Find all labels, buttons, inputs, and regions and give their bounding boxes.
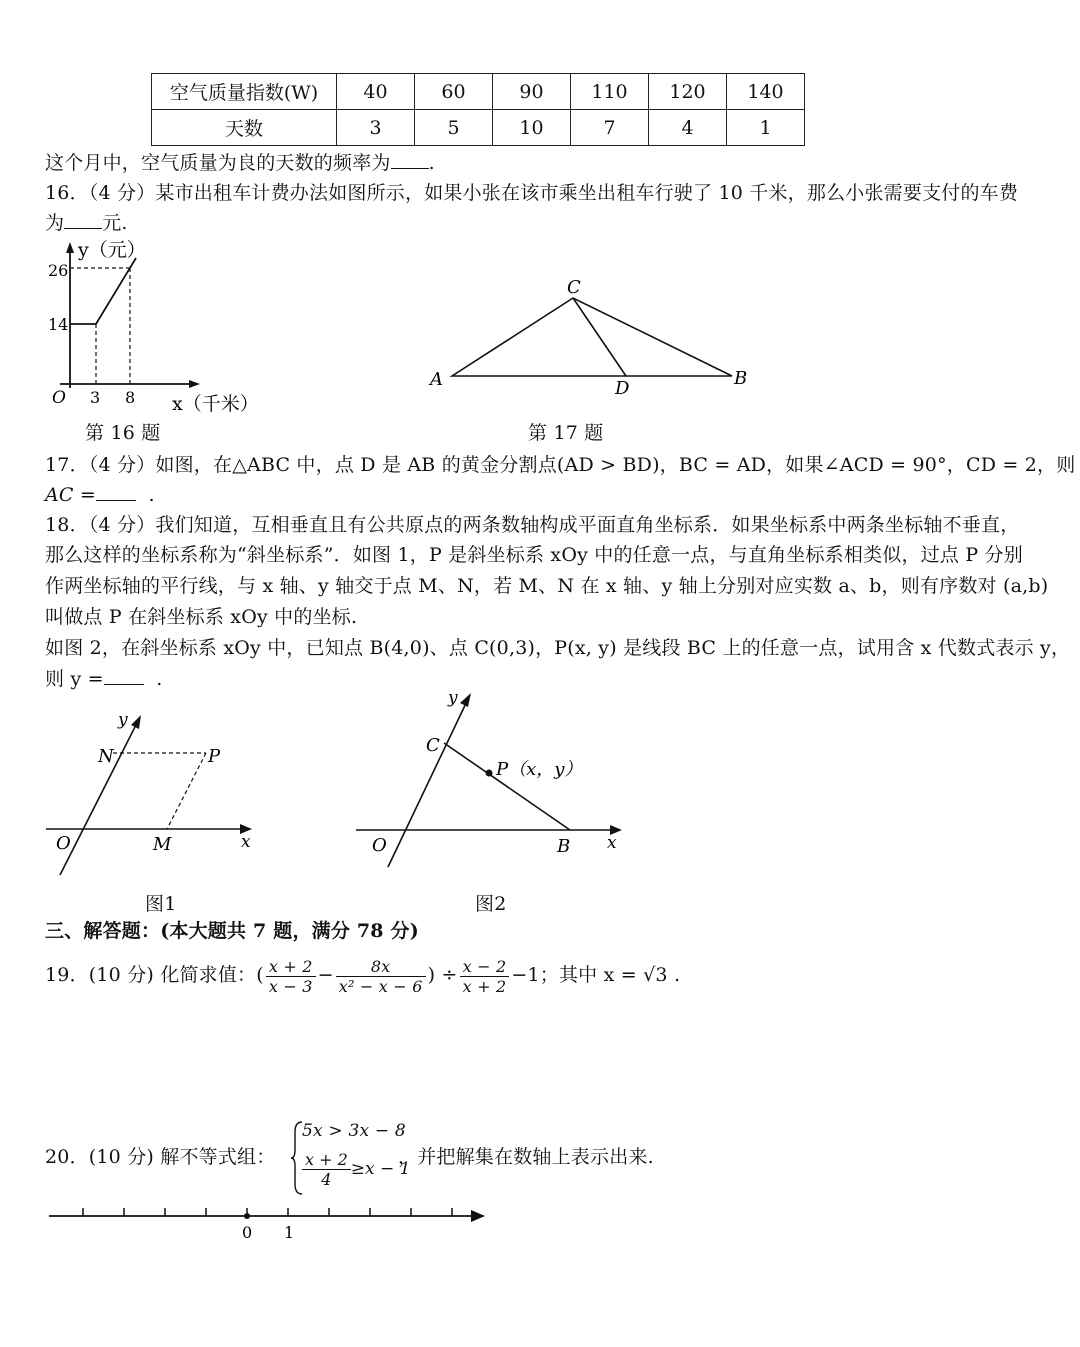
label-o: O	[372, 835, 387, 856]
point-p	[486, 770, 493, 777]
label-x: x	[607, 833, 617, 853]
q18-line5: 如图 2，在斜坐标系 xOy 中，已知点 B(4,0)、点 C(0,3)，P(x, y) 是线段 BC 上的任意一点，试用含 x 代数式表示 y，	[45, 637, 1071, 659]
q16-fare-graph	[40, 238, 270, 418]
y-axis	[60, 721, 138, 875]
answer-blank	[104, 666, 144, 685]
y-axis-arrow	[66, 242, 74, 253]
label-x: x	[241, 832, 251, 852]
q17-triangle	[420, 272, 760, 402]
table-cell: 120	[649, 74, 727, 110]
x-axis-arrow	[189, 380, 200, 388]
table-cell: 90	[493, 74, 571, 110]
q19-tail: −1；其中 x = √3 .	[511, 964, 681, 986]
q20-tail: ，并把解集在数轴上表示出来.	[398, 1146, 654, 1168]
label-p: P	[208, 746, 221, 767]
q18-end: .	[156, 668, 163, 690]
table-cell: 3	[337, 110, 415, 146]
label-y: y	[448, 688, 458, 708]
q16-text-start: 为	[45, 212, 65, 234]
y-axis-arrow	[460, 693, 471, 707]
label-d: D	[615, 378, 630, 399]
q16-number: 16．	[45, 182, 89, 204]
table-cell: 5	[415, 110, 493, 146]
label-b: B	[734, 368, 748, 389]
table-cell: 7	[571, 110, 649, 146]
table-cell: 4	[649, 110, 727, 146]
number-line	[45, 1200, 495, 1250]
q19-expression	[45, 955, 680, 996]
fraction-numerator: x − 2	[460, 957, 510, 977]
q17-line2	[45, 482, 155, 508]
air-quality-table	[151, 73, 805, 146]
q16-text: （4 分）某市出租车计费办法如图所示，如果小张在该市乘坐出租车行驶了 10 千米，那么小张需要支付的车费	[88, 182, 1019, 204]
q18-figure-2	[352, 685, 632, 870]
q17-caption: 第 17 题	[528, 422, 604, 444]
answer-blank	[391, 150, 429, 169]
q20-text: 20．(10 分) 解不等式组：	[45, 1146, 276, 1168]
label-b: B	[557, 836, 571, 857]
label-p: P（x，y）	[496, 759, 583, 780]
label-y: y	[118, 710, 128, 730]
section-3-title: 三、解答题：(本大题共 7 题，满分 78 分)	[45, 920, 419, 942]
inequality-2	[302, 1150, 410, 1189]
q16-line1	[45, 180, 1018, 206]
label-n: N	[98, 746, 114, 767]
fraction-1	[266, 957, 316, 996]
answer-blank	[96, 482, 136, 501]
y-axis-arrow	[131, 715, 141, 729]
x-tick-8: 8	[125, 388, 136, 407]
fraction-denominator: 4	[321, 1170, 332, 1189]
table-header-aqi: 空气质量指数(W)	[152, 74, 337, 110]
segment-cd	[573, 298, 626, 376]
fig2-caption: 图2	[475, 893, 507, 915]
q18-line6	[45, 666, 162, 692]
table-row	[152, 110, 805, 146]
fraction-numerator: 8x	[336, 957, 426, 977]
label-c: C	[426, 735, 440, 756]
x-tick-3: 3	[90, 388, 101, 407]
fraction-denominator: x + 2	[462, 976, 507, 996]
fraction-numerator: x + 2	[266, 957, 316, 977]
minus-sign: −	[317, 964, 334, 986]
q17-end: .	[148, 484, 155, 506]
fraction-2	[336, 957, 426, 996]
fraction-denominator: x − 3	[268, 976, 313, 996]
q18-line4: 叫做点 P 在斜坐标系 xOy 中的坐标.	[45, 606, 358, 628]
tick-label-1: 1	[284, 1223, 295, 1242]
segment-cb	[444, 743, 570, 830]
x-axis-label: x（千米）	[172, 393, 259, 415]
table-cell: 60	[415, 74, 493, 110]
origin-label: O	[52, 388, 66, 408]
number-line-ticks	[83, 1208, 452, 1216]
q19-text: 19．(10 分) 化简求值：(	[45, 964, 264, 986]
q16-text-end: 元.	[102, 212, 128, 234]
fig1-caption: 图1	[145, 893, 177, 915]
label-c: C	[567, 277, 581, 298]
q15-question	[45, 150, 435, 176]
q18-line3: 作两坐标轴的平行线，与 x 轴、y 轴交于点 M、N，若 M、N 在 x 轴、y 轴上分别对应实数 a、b，则有序数对 (a,b)	[45, 575, 1049, 597]
q15-text: 这个月中，空气质量为良的天数的频率为	[45, 152, 391, 174]
table-row	[152, 74, 805, 110]
table-header-days: 天数	[152, 110, 337, 146]
dashed-pm	[167, 753, 206, 829]
q17-line1: 17．（4 分）如图，在△ABC 中，点 D 是 AB 的黄金分割点(AD > BD)，BC = AD，如果∠ACD = 90°，CD = 2，则	[45, 454, 1076, 476]
fraction-3	[460, 957, 510, 996]
q18-figure-1	[40, 705, 270, 880]
label-o: O	[56, 833, 71, 854]
origin-dot	[244, 1213, 250, 1219]
q18-line2: 那么这样的坐标系称为“斜坐标系”．如图 1，P 是斜坐标系 xOy 中的任意一点，与直角坐标系相类似，过点 P 分别	[45, 544, 1023, 566]
fraction-denominator: x² − x − 6	[338, 976, 423, 996]
divide-sign: ) ÷	[427, 964, 458, 986]
triangle-abc	[452, 298, 732, 376]
number-line-arrow	[471, 1210, 485, 1222]
q15-end: .	[428, 152, 435, 174]
y-axis-label: y（元）	[78, 239, 146, 261]
q16-line2	[45, 210, 128, 236]
table-cell: 110	[571, 74, 649, 110]
y-tick-14: 14	[48, 315, 69, 334]
q16-caption: 第 16 题	[85, 422, 161, 444]
inequality-rest: ≥x − 1	[350, 1159, 411, 1179]
table-cell: 10	[493, 110, 571, 146]
answer-blank	[64, 210, 102, 229]
label-a: A	[430, 369, 443, 390]
fraction-numerator: x + 2	[302, 1150, 351, 1170]
tick-label-0: 0	[242, 1223, 253, 1242]
q17-text: AC =	[45, 484, 97, 506]
y-axis	[388, 699, 468, 867]
inequality-1: 5x > 3x − 8	[302, 1121, 406, 1141]
table-cell: 40	[337, 74, 415, 110]
fraction	[302, 1150, 351, 1189]
q18-line1: 18．（4 分）我们知道，互相垂直且有公共原点的两条数轴构成平面直角坐标系．如果坐标系中两条坐标轴不垂直，	[45, 514, 1020, 536]
label-m: M	[153, 834, 172, 855]
table-cell: 1	[727, 110, 805, 146]
y-tick-26: 26	[48, 261, 69, 280]
q18-text: 则 y =	[45, 668, 104, 690]
table-cell: 140	[727, 74, 805, 110]
